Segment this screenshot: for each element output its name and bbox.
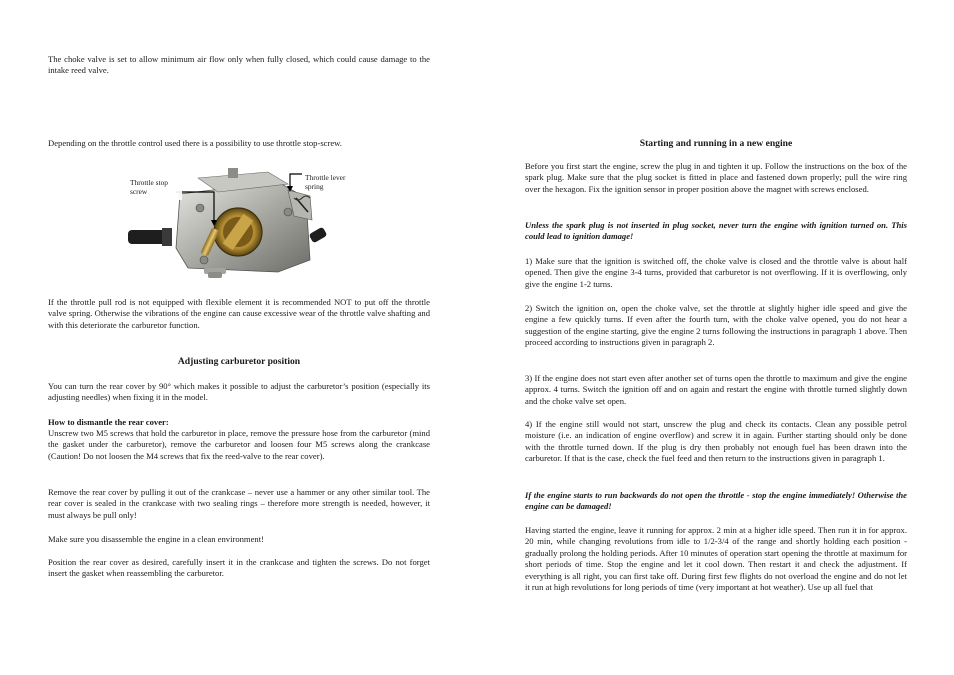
rear-cover-paragraph: You can turn the rear cover by 90° which makes it possible to adjust the carburetor’s position (especially its adjusting needles) when fixing it in the model. bbox=[48, 381, 430, 403]
dismantle-paragraph: Unscrew two M5 screws that hold the carburetor in place, remove the pressure hose from the carburetor (mind the gasket under the carburetor), remove the carburetor and loosen four M5 screws along the crankcase (Caution! Do not loosen the M4 screws that fix the reed-valve to the rear cover). bbox=[48, 428, 430, 461]
running-in-paragraph: Having started the engine, leave it running for approx. 2 min at a higher idle speed. Then run it in for approx. 20 min, while changing revolutions from idle to 1/2-3/4 of the range and shortly holding each position - gradually prolong the holding periods. After 10 minutes of operation start opening the throttle at maximum for short periods of time. Stop the engine and let it cool down. Then restart it and check the adjustment. If everything is all right, you can first take off. During first few flights do not overload the engine and do not let it run at high revolutions for long periods of time (very important at hot weather). Use up all fuel that bbox=[525, 525, 907, 593]
remove-cover-paragraph: Remove the rear cover by pulling it out of the crankcase – never use a hammer or any other similar tool. The rear cover is sealed in the crankcase with two sealing rings – therefore more strength is needed, however, it must always be pull only! bbox=[48, 487, 430, 520]
backwards-warning: If the engine starts to run backwards do not open the throttle - stop the engine immediately! Otherwise the engine can be damaged! bbox=[525, 490, 907, 512]
step-1-paragraph: 1) Make sure that the ignition is switched off, the choke valve is closed and the throttle valve is about half opened. Then give the engine 3-4 turns, provided that carburetor is not overflowing. If it is overflowing, only give the engine 1-2 turns. bbox=[525, 256, 907, 289]
position-cover-paragraph: Position the rear cover as desired, carefully insert it in the crankcase and tighten the screws. Do not forget insert the gasket when reassembling the carburetor. bbox=[48, 557, 430, 579]
adjusting-carburetor-heading: Adjusting carburetor position bbox=[177, 356, 301, 367]
step-4-paragraph: 4) If the engine still would not start, unscrew the plug and check its contacts. Clean any possible petrol moisture (i.e. an indication of engine overflow) and screw it in again. Further starting should only be done with the throttle turned down. If the plug is dry then probably not enough fuel has been drawn into the carburetor. If that is the case, check the fuel feed and then return to the instructions given in paragraph 1. bbox=[525, 419, 907, 464]
step-2-paragraph: 2) Switch the ignition on, open the choke valve, set the throttle at slightly higher idle speed and give the engine a few quickly turns. If even after the fourth turn, with the choke valve opened, you do not hear a suggestion of the engine starting, give the engine 2 turns following the instructions in paragraph 1 above. Then proceed according to instructions given in paragraph 2. bbox=[525, 303, 907, 348]
carburetor-figure bbox=[128, 168, 358, 280]
choke-paragraph: The choke valve is set to allow minimum air flow only when fully closed, which could cause damage to the intake reed valve. bbox=[48, 54, 430, 76]
starting-engine-heading: Starting and running in a new engine bbox=[639, 138, 793, 149]
stop-screw-paragraph: Depending on the throttle control used there is a possibility to use throttle stop-screw. bbox=[48, 138, 342, 148]
step-3-paragraph: 3) If the engine does not start even after another set of turns open the throttle to maximum and give the engine approx. 4 turns. Switch the ignition off and on again and restart the engine with throttle turned slightly down and the choke valve set open. bbox=[525, 373, 907, 406]
throttle-stop-screw-label: Throttle stop screw bbox=[130, 178, 168, 196]
clean-environment-paragraph: Make sure you disassemble the engine in a clean environment! bbox=[48, 534, 264, 544]
pull-rod-paragraph: If the throttle pull rod is not equipped with flexible element it is recommended NOT to put off the throttle valve spring. Otherwise the vibrations of the engine can cause excessive wear of the throttle valve shafting and with this deteriorate the carburetor function. bbox=[48, 297, 430, 330]
before-start-paragraph: Before you first start the engine, screw the plug in and tighten it up. Follow the instructions on the box of the spark plug. Make sure that the plug socket is fitted in place and fastened down properly; pull the wire ring over the hexagon. Fix the ignition sensor in proper position above the magnet with screws enclosed. bbox=[525, 161, 907, 194]
throttle-lever-spring-label: Throttle lever spring bbox=[305, 173, 346, 191]
dismantle-subheading: How to dismantle the rear cover: bbox=[48, 417, 169, 427]
spark-plug-warning: Unless the spark plug is not inserted in plug socket, never turn the engine with ignition turned on. This could lead to ignition damage! bbox=[525, 220, 907, 242]
